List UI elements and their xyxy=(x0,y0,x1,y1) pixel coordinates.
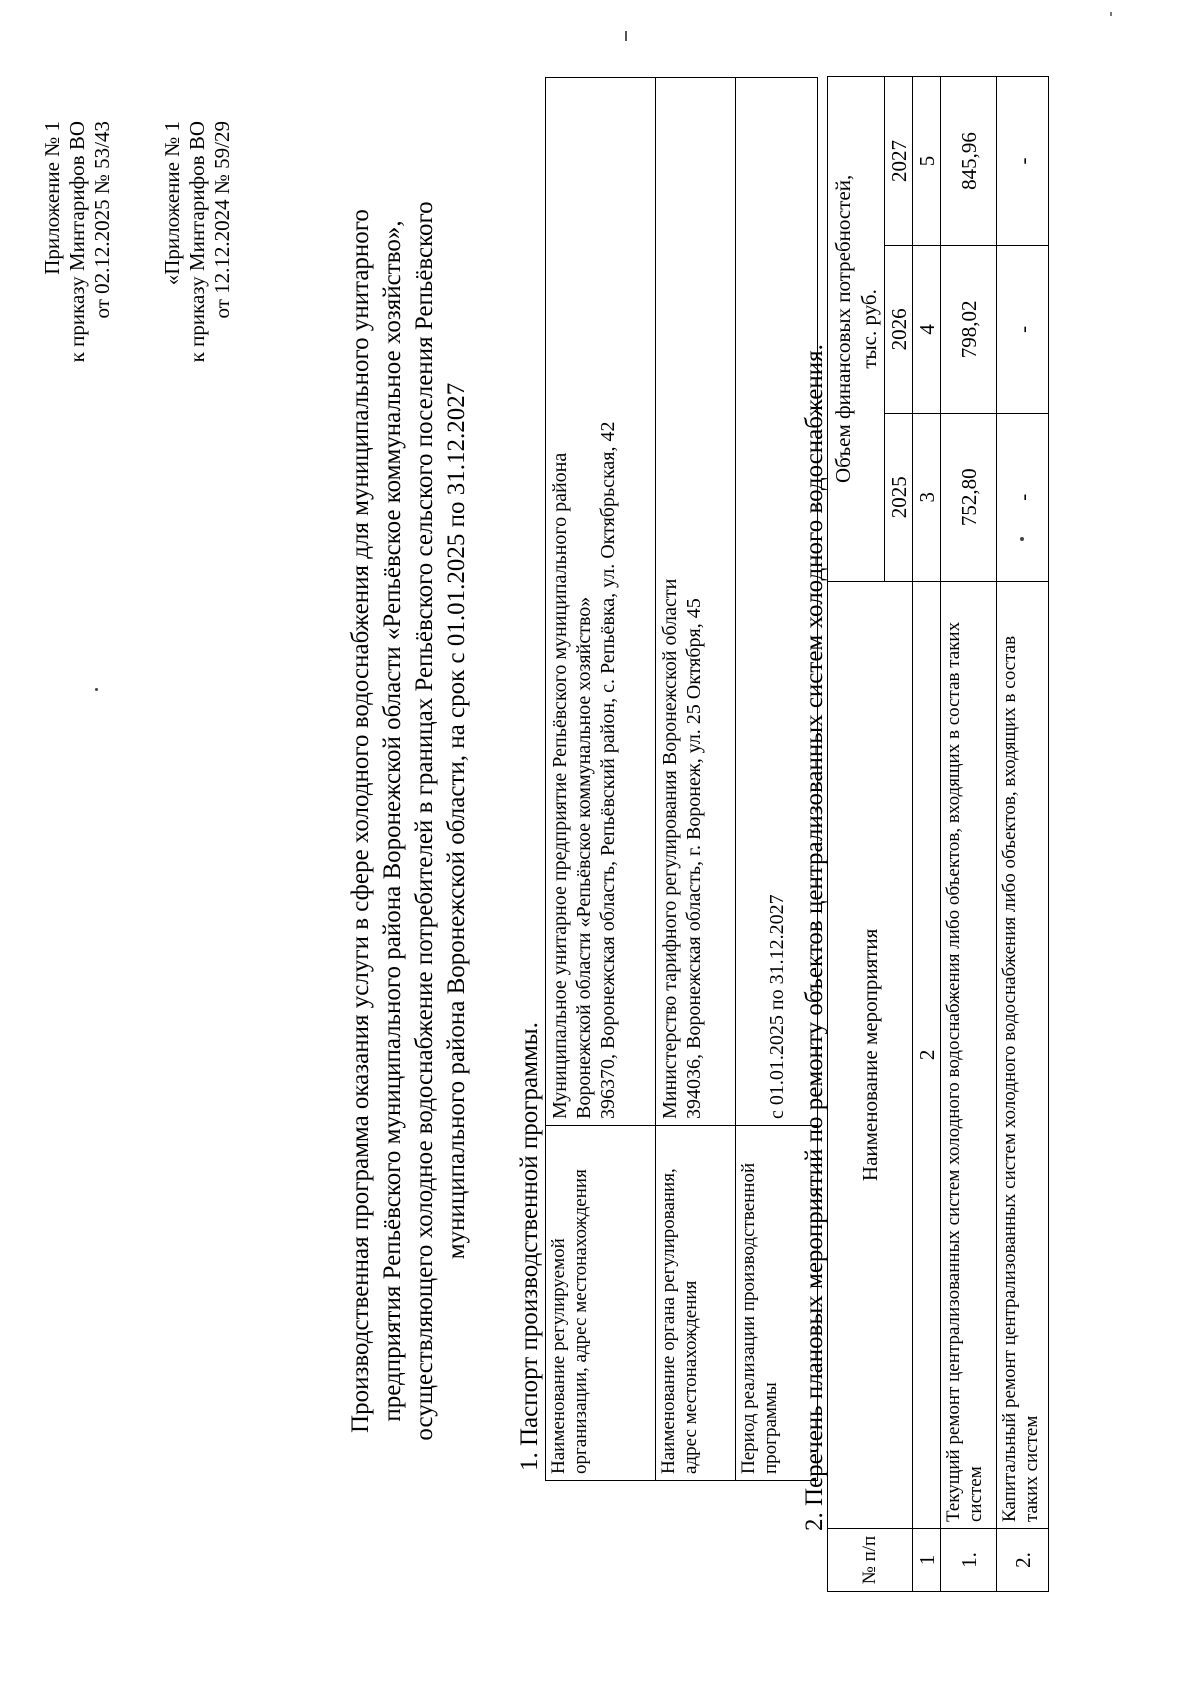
appendix-line: к приказу Минтарифов ВО xyxy=(185,121,209,363)
appendix-line: к приказу Минтарифов ВО xyxy=(65,121,89,363)
passport-table xyxy=(545,77,818,1481)
scan-speck xyxy=(625,31,627,41)
row-value: 798,02 xyxy=(941,245,997,413)
column-number: 4 xyxy=(913,245,941,413)
table-row xyxy=(546,78,656,1481)
row-name: Текущий ремонт централизованных систем холодного водоснабжения либо объектов, входящих в состав таких систем xyxy=(941,581,997,1528)
row-value: - xyxy=(997,413,1049,581)
column-number: 1 xyxy=(913,1529,941,1592)
plan-heading: 2. Перечень плановых мероприятий по ремонту объектов централизованных систем холодного водоснабжения. xyxy=(801,344,828,1531)
row-value: 845,96 xyxy=(941,77,997,246)
row-value: - xyxy=(997,77,1049,246)
appendix-previous xyxy=(160,121,235,381)
row-num: 2. xyxy=(997,1529,1049,1592)
value-line: Воронежской области «Репьёвское коммунальное хозяйство» xyxy=(573,596,595,1119)
title-line: муниципального района Воронежской области, на срок с 01.01.2025 по 31.12.2027 xyxy=(443,382,470,1260)
table-row xyxy=(997,77,1049,1592)
header-name: Наименование мероприятия xyxy=(828,581,913,1528)
passport-heading: 1. Паспорт производственной программы. xyxy=(516,1022,543,1471)
passport-label: Наименование органа регулирования, адрес местонахождения xyxy=(656,1126,736,1481)
value-line: 394036, Воронежская область, г. Воронеж, ул. 25 Октября, 45 xyxy=(683,598,705,1119)
value-line: Муниципальное унитарное предприятие Репьёвского муниципального района xyxy=(549,452,571,1119)
column-number: 2 xyxy=(913,581,941,1528)
column-number: 5 xyxy=(913,77,941,246)
column-number: 3 xyxy=(913,413,941,581)
document-title xyxy=(345,91,473,1551)
header-num: № п/п xyxy=(828,1529,913,1592)
header-volume xyxy=(828,77,885,582)
table-header-row xyxy=(828,77,885,1592)
row-value: 752,80 xyxy=(941,413,997,581)
title-line: предприятия Репьёвского муниципального района Воронежской области «Репьёвское коммунальное хозяйство», xyxy=(379,220,406,1422)
row-value: - xyxy=(997,245,1049,413)
scan-speck xyxy=(1020,537,1024,541)
scan-speck xyxy=(1110,12,1112,16)
header-year: 2025 xyxy=(885,413,913,581)
header-year: 2027 xyxy=(885,77,913,246)
appendix-line: «Приложение № 1 xyxy=(160,121,184,286)
header-volume-line: тыс. руб. xyxy=(857,289,881,369)
header-year: 2026 xyxy=(885,245,913,413)
table-row xyxy=(656,78,736,1481)
row-name: Капитальный ремонт централизованных систем холодного водоснабжения либо объектов, входящих в состав таких систем xyxy=(997,581,1049,1528)
passport-label: Период реализации производственной программы xyxy=(736,1126,818,1481)
scan-speck xyxy=(95,688,98,691)
column-number-row xyxy=(913,77,941,1592)
value-line: с 01.01.2025 по 31.12.2027 xyxy=(765,894,788,1119)
value-line: Министерство тарифного регулирования Воронежской области xyxy=(659,578,681,1119)
title-line: осуществляющего холодное водоснабжение потребителей в границах Репьёвского сельского поселения Репьёвского xyxy=(411,201,438,1441)
passport-value xyxy=(656,78,736,1126)
passport-label: Наименование регулируемой организации, адрес местонахождения xyxy=(546,1126,656,1481)
appendix-current xyxy=(40,121,115,381)
header-volume-line: Объем финансовых потребностей, xyxy=(831,174,855,484)
passport-value xyxy=(546,78,656,1126)
value-line: 396370, Воронежская область, Репьёвский район, с. Репьёвка, ул. Октябрьская, 42 xyxy=(597,421,619,1119)
row-num: 1. xyxy=(941,1529,997,1592)
appendix-line: от 02.12.2025 № 53/43 xyxy=(90,121,114,319)
title-line: Производственная программа оказания услуги в сфере холодного водоснабжения для муниципального унитарного xyxy=(347,209,374,1433)
table-row xyxy=(941,77,997,1592)
appendix-line: от 12.12.2024 № 59/29 xyxy=(210,121,234,319)
plan-table xyxy=(827,76,1049,1592)
appendix-line: Приложение № 1 xyxy=(40,121,64,275)
